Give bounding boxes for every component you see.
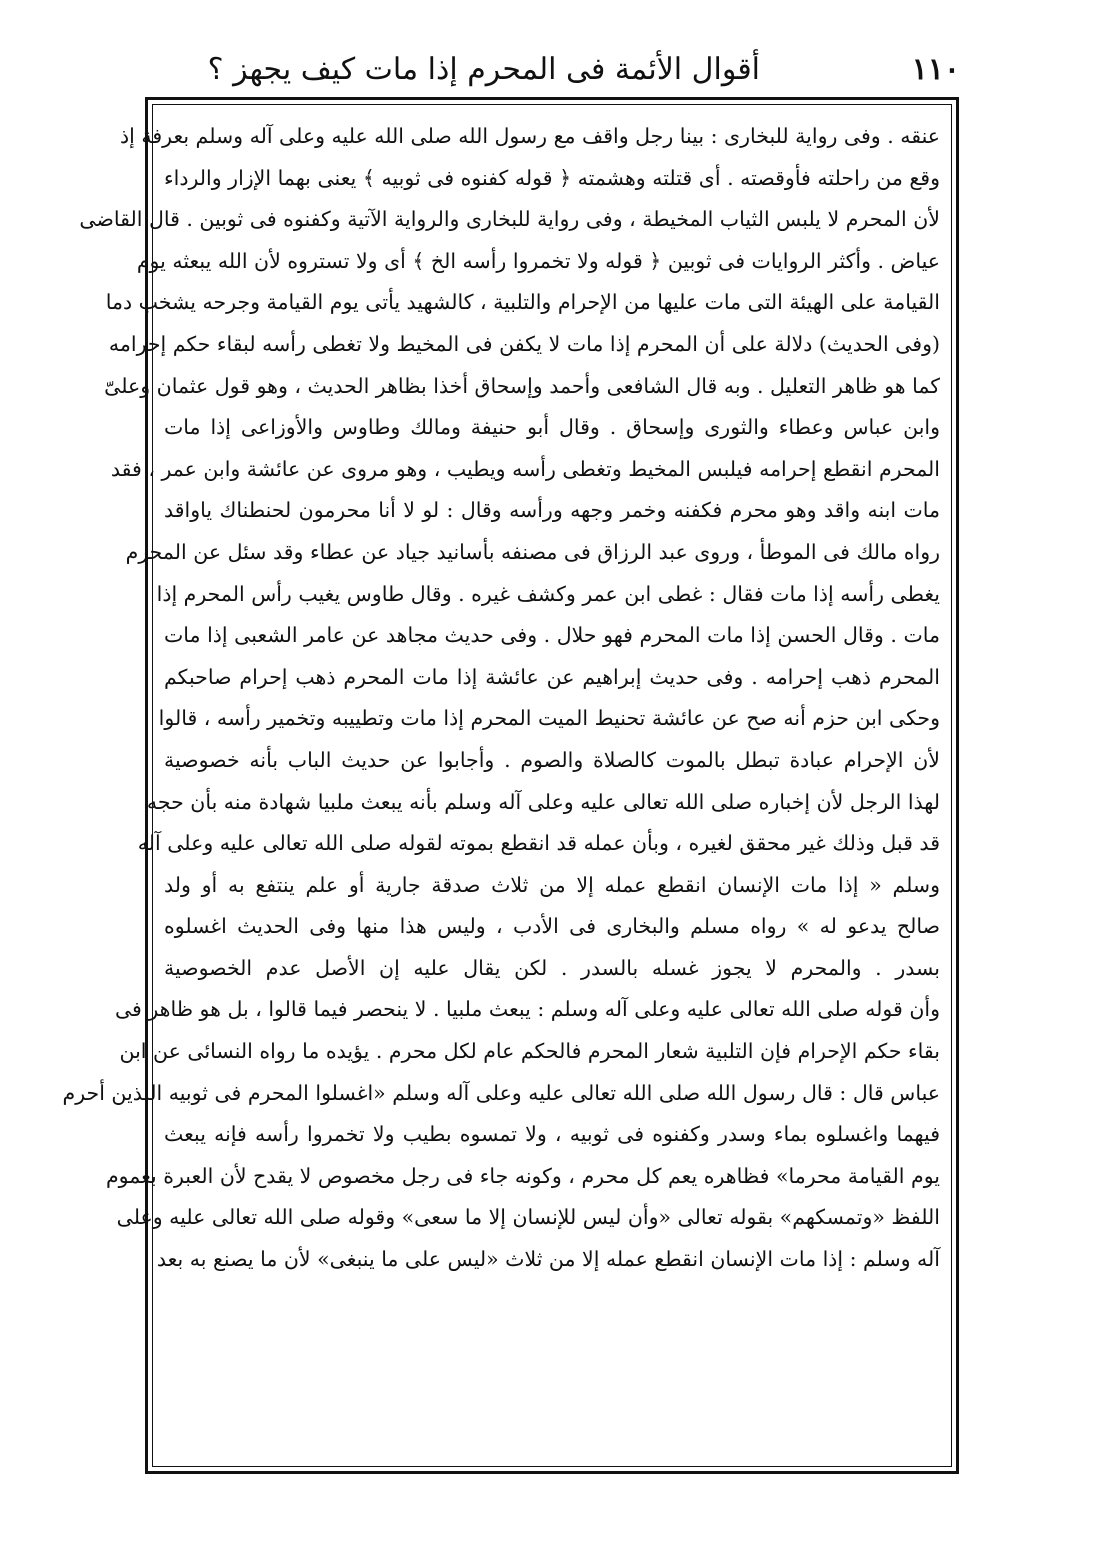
text-line: وقع من راحلته فأوقصته . أى قتلته وهشمته ﴿ قوله كفنوه فى ثوبيه ﴾ يعنى بهما الإزار والرداء xyxy=(164,165,940,190)
text-line: صالح يدعو له » رواه مسلم والبخارى فى الأدب ، وليس هذا منها وفى الحديث اغسلوه xyxy=(164,914,940,939)
text-line: اللفظ «وتمسكهم» بقوله تعالى «وأن ليس للإنسان إلا ما سعى» وقوله صلى الله تعالى عليه وعلى xyxy=(116,1205,940,1230)
text-line: بسدر . والمحرم لا يجوز غسله بالسدر . لكن يقال عليه إن الأصل عدم الخصوصية xyxy=(164,955,940,980)
text-line: آله وسلم : إذا مات الإنسان انقطع عمله إلا من ثلاث «ليس على ما ينبغى» لأن ما يصنع به بعد xyxy=(156,1247,940,1272)
text-line: بقاء حكم الإحرام فإن التلبية شعار المحرم فالحكم عام لكل محرم . يؤيده ما رواه النسائى عن ابن xyxy=(119,1039,940,1064)
body-text xyxy=(62,116,940,1456)
text-line: المحرم ذهب إحرامه . وفى حديث إبراهيم عن عائشة إذا مات المحرم ذهب إحرام صاحبكم xyxy=(164,664,940,689)
page-title: أقوال الأئمة فى المحرم إذا مات كيف يجهز ؟ xyxy=(207,52,760,87)
text-line: مات ابنه واقد وهو محرم فكفنه وخمر وجهه ورأسه وقال : لو لا أنا محرمون لحنطناك ياواقد xyxy=(164,498,940,523)
text-line: وسلم « إذا مات الإنسان انقطع عمله إلا من ثلاث صدقة جارية أو علم ينتفع به أو ولد xyxy=(164,872,940,897)
page-number: ١١٠ xyxy=(911,52,960,87)
text-line: مات . وقال الحسن إذا مات المحرم فهو حلال . وفى حديث مجاهد عن عامر الشعبى إذا مات xyxy=(164,623,940,648)
text-line: وابن عباس وعطاء والثورى وإسحاق . وقال أبو حنيفة ومالك وطاوس والأوزاعى إذا مات xyxy=(164,415,940,440)
text-line: عنقه . وفى رواية للبخارى : بينا رجل واقف مع رسول الله صلى الله عليه وعلى آله وسلم بعرفة إذ xyxy=(120,124,940,148)
text-line: كما هو ظاهر التعليل . وبه قال الشافعى وأحمد وإسحاق أخذا بظاهر الحديث ، وهو قول عثمان وعلىّ xyxy=(104,373,940,398)
text-line: رواه مالك فى الموطأ ، وروى عبد الرزاق فى مصنفه بأسانيد جياد عن عطاء وقد سئل عن المحرم xyxy=(125,539,940,564)
text-line: يغطى رأسه إذا مات فقال : غطى ابن عمر وكشف غيره . وقال طاوس يغيب رأس المحرم إذا xyxy=(156,581,940,606)
text-line: يوم القيامة محرما» فظاهره يعم كل محرم ، وكونه جاء فى رجل مخصوص لا يقدح لأن العبرة بعموم xyxy=(105,1163,940,1188)
text-line: لأن المحرم لا يلبس الثياب المخيطة ، وفى رواية للبخارى والرواية الآتية وكفنوه فى ثوبين . قال القاضى xyxy=(79,207,940,232)
text-line: عباس قال : قال رسول الله صلى الله تعالى عليه وعلى آله وسلم «اغسلوا المحرم فى ثوبيه اللذين أحرم xyxy=(62,1080,940,1105)
text-line: لأن الإحرام عبادة تبطل بالموت كالصلاة والصوم . وأجابوا عن حديث الباب بأنه خصوصية xyxy=(164,747,940,772)
page-header xyxy=(150,44,960,96)
text-line: عياض . وأكثر الروايات فى ثوبين ﴿ قوله ولا تخمروا رأسه الخ ﴾ أى ولا تستروه لأن الله يبعثه يوم xyxy=(136,248,940,273)
text-line: لهذا الرجل لأن إخباره صلى الله تعالى عليه وعلى آله وسلم بأنه يبعث ملبيا شهادة منه بأن حجه xyxy=(146,789,940,814)
text-line: المحرم انقطع إحرامه فيلبس المخيط وتغطى رأسه ويطيب ، وهو مروى عن عائشة وابن عمر ، فقد xyxy=(110,456,940,481)
text-line: فيهما واغسلوه بماء وسدر وكفنوه فى ثوبيه ، ولا تمسوه بطيب ولا تخمروا رأسه فإنه يبعث xyxy=(164,1122,940,1147)
text-line: قد قبل وذلك غير محقق لغيره ، وبأن عمله قد انقطع بموته لقوله صلى الله تعالى عليه وعلى آله xyxy=(137,831,940,856)
text-line: وأن قوله صلى الله تعالى عليه وعلى آله وسلم : يبعث ملبيا . لا ينحصر فيما قالوا ، بل هو ظاهر فى xyxy=(114,997,940,1022)
text-line: القيامة على الهيئة التى مات عليها من الإحرام والتلبية ، كالشهيد يأتى يوم القيامة وجرحه يشخب دما xyxy=(105,290,940,315)
text-line: (وفى الحديث) دلالة على أن المحرم إذا مات لا يكفن فى المخيط ولا تغطى رأسه لبقاء حكم إحرامه xyxy=(108,331,940,356)
text-line: وحكى ابن حزم أنه صح عن عائشة تحنيط الميت المحرم إذا مات وتطييبه وتخمير رأسه ، قالوا xyxy=(158,706,940,731)
